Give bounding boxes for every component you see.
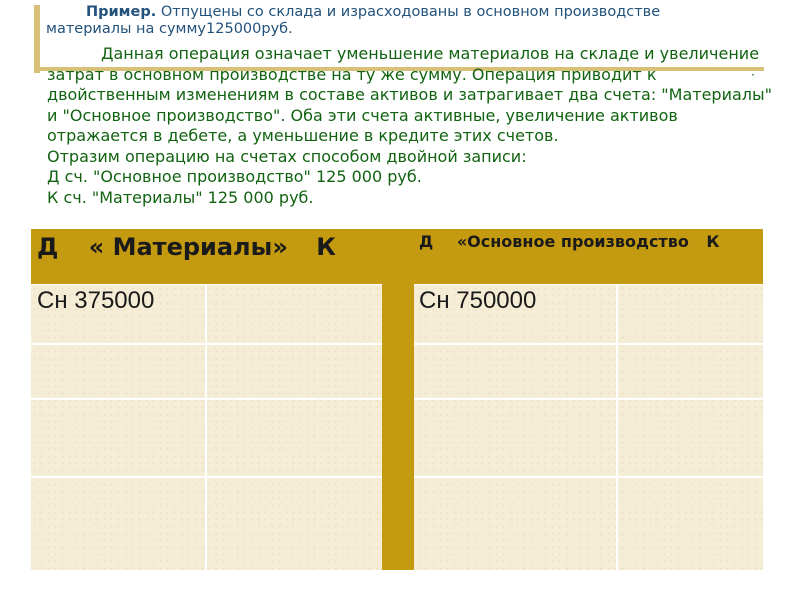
- grid-line: [414, 343, 763, 345]
- production-opening-balance: Сн 750000: [419, 287, 537, 314]
- example-body: Отпущены со склада и израсходованы в основном производстве материалы на сумму125000руб.: [46, 4, 661, 37]
- debit-entry-line: Д сч. "Основное производство" 125 000 руб.: [47, 167, 422, 186]
- decorative-dot: ·: [751, 68, 755, 82]
- example-label: Пример.: [86, 4, 157, 20]
- account-header-materials: [31, 229, 382, 284]
- credit-label: К: [316, 233, 336, 261]
- grid-line: [616, 284, 618, 570]
- grid-line: [414, 476, 763, 478]
- debit-label: Д: [37, 233, 59, 261]
- example-text: [46, 4, 746, 38]
- debit-label: Д: [419, 232, 434, 251]
- credit-label: К: [706, 232, 720, 251]
- explanation-block: [47, 44, 777, 208]
- credit-entry-line: К сч. "Материалы" 125 000 руб.: [47, 187, 314, 207]
- grid-line: [414, 398, 763, 400]
- account-title-materials: « Материалы»: [88, 233, 288, 261]
- double-entry-intro: Отразим операцию на счетах способом двойной записи:: [47, 146, 527, 166]
- accent-bar: [34, 5, 40, 73]
- table-divider-column: [382, 229, 414, 570]
- account-header-production: [414, 229, 763, 284]
- account-title-production: «Основное производство: [456, 232, 689, 251]
- explanation-paragraph: Данная операция означает уменьшение материалов на складе и увеличение затрат в основном производстве на ту же сумму. Операция приводит к двойственным изменениям в составе активов и затрагивает два счета: "Материалы" и "Основное производство". Оба эти счета активные, увеличение активов отражается в дебете, а уменьшение в кредите этих счетов.: [47, 44, 773, 145]
- grid-line: [205, 284, 207, 570]
- materials-opening-balance: Сн 375000: [37, 287, 155, 314]
